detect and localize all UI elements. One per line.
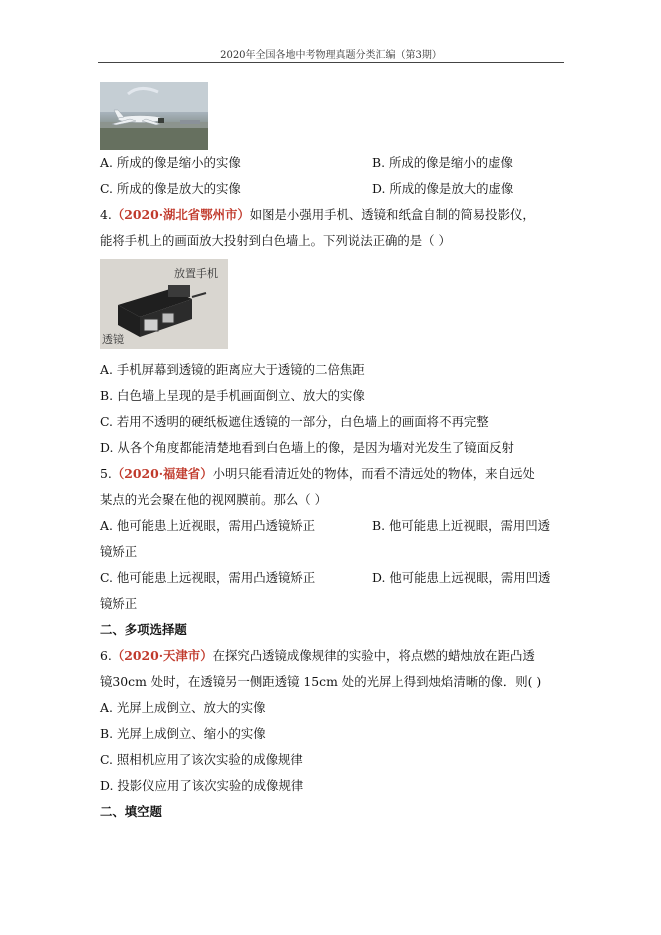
- q6-source: （2020·天津市）: [111, 648, 213, 663]
- q5-option-b-cont: 镜矫正: [100, 544, 138, 559]
- q4-stem-line2: 能将手机上的画面放大投射到白色墙上。下列说法正确的是（ ）: [100, 233, 451, 248]
- q3-option-c: C. 所成的像是放大的实像: [100, 181, 241, 196]
- q4-text1: 如图是小强用手机、透镜和纸盒自制的简易投影仪，: [249, 207, 535, 222]
- q4-option-d: D. 从各个角度都能清楚地看到白色墙上的像，是因为墙对光发生了镜面反射: [100, 440, 514, 455]
- q4-option-b: B. 白色墙上呈现的是手机画面倒立、放大的实像: [100, 388, 365, 403]
- q3-option-a: A. 所成的像是缩小的实像: [100, 155, 241, 170]
- q6-option-c: C. 照相机应用了该次实验的成像规律: [100, 752, 303, 767]
- q5-number: 5.: [100, 466, 112, 481]
- q4-option-a: A. 手机屏幕到透镜的距离应大于透镜的二倍焦距: [100, 362, 365, 377]
- projector-label-phone: 放置手机: [174, 267, 218, 280]
- page-header: 2020年全国各地中考物理真题分类汇编（第3期）: [220, 50, 442, 61]
- q5-option-d: D. 他可能患上远视眼，需用凹透: [372, 570, 551, 585]
- airplane-photo: [100, 82, 208, 150]
- section-heading-fill-blank: 二、填空题: [100, 804, 162, 819]
- q4-source: （2020·湖北省鄂州市）: [111, 207, 250, 222]
- header-rule: [98, 62, 564, 63]
- q6-stem-line2: 镜30cm 处时，在透镜另一侧距透镜 15cm 处的光屏上得到烛焰清晰的像．则( ): [100, 674, 542, 689]
- q6-option-b: B. 光屏上成倒立、缩小的实像: [100, 726, 266, 741]
- q5-stem-line1: [100, 466, 535, 482]
- section-heading-multiple-choice: 二、多项选择题: [100, 622, 187, 637]
- q5-text1: 小明只能看清近处的物体，而看不清远处的物体，来自远处: [212, 466, 535, 481]
- q4-number: 4.: [100, 207, 112, 222]
- q6-option-d: D. 投影仪应用了该次实验的成像规律: [100, 778, 304, 793]
- q5-source: （2020·福建省）: [111, 466, 213, 481]
- q6-text1: 在探究凸透镜成像规律的实验中，将点燃的蜡烛放在距凸透: [212, 648, 535, 663]
- projector-photo: [100, 259, 228, 349]
- q6-option-a: A. 光屏上成倒立、放大的实像: [100, 700, 266, 715]
- q5-option-c: C. 他可能患上远视眼，需用凸透镜矫正: [100, 570, 316, 585]
- projector-label-lens: 透镜: [102, 333, 124, 346]
- q5-option-b: B. 他可能患上近视眼，需用凹透: [372, 518, 551, 533]
- q4-option-c: C. 若用不透明的硬纸板遮住透镜的一部分，白色墙上的画面将不再完整: [100, 414, 489, 429]
- q5-option-d-cont: 镜矫正: [100, 596, 138, 611]
- q3-option-b: B. 所成的像是缩小的虚像: [372, 155, 513, 170]
- q5-stem-line2: 某点的光会聚在他的视网膜前。那么（ ）: [100, 492, 327, 507]
- q4-stem-line1: [100, 207, 535, 223]
- q6-stem-line1: [100, 648, 535, 664]
- q3-option-d: D. 所成的像是放大的虚像: [372, 181, 514, 196]
- q5-option-a: A. 他可能患上近视眼，需用凸透镜矫正: [100, 518, 316, 533]
- q6-number: 6.: [100, 648, 112, 663]
